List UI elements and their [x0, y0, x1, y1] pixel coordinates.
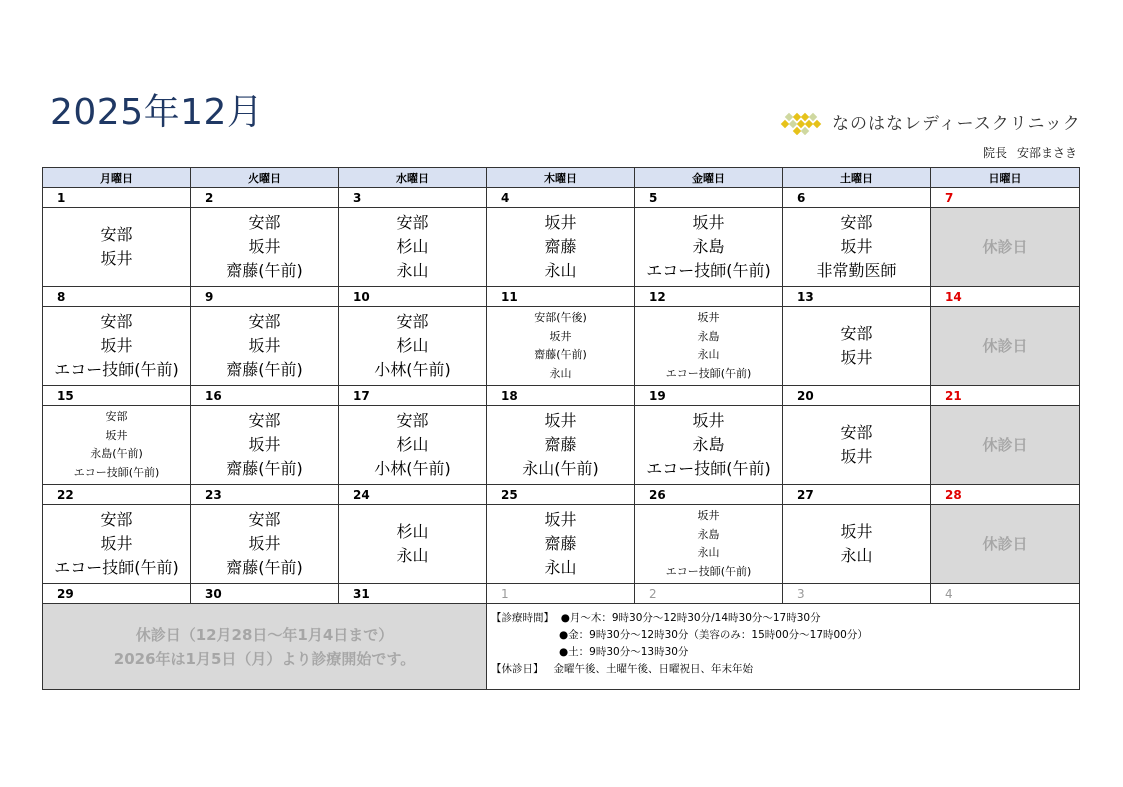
closed-days-label: 【休診日】 — [491, 663, 544, 675]
clinic-hours-info — [487, 604, 1080, 690]
doctor-name: 永山(午前) — [522, 459, 599, 478]
date-number: 7 — [931, 188, 1080, 208]
date-number: 4 — [931, 584, 1080, 604]
closed-label: 休診日 — [982, 238, 1028, 256]
doctor-schedule-cell — [635, 505, 783, 584]
doctor-name: 坂井 — [840, 237, 873, 256]
doctor-name: エコー技師(午前) — [646, 459, 771, 478]
doctor-schedule-cell — [487, 406, 635, 485]
doctor-name: 永山 — [697, 348, 720, 361]
doctor-name: 杉山 — [396, 237, 429, 256]
doctor-name: 坂井 — [549, 329, 572, 343]
doctor-name: 小林(午前) — [374, 459, 451, 478]
hours-line: ●月～木：9時30分～12時30分/14時30分～17時30分 — [560, 612, 821, 624]
doctor-schedule-cell — [191, 208, 339, 287]
doctor-schedule-cell — [339, 307, 487, 386]
doctor-name: 安部 — [396, 411, 429, 430]
doctor-schedule-cell — [783, 505, 931, 584]
doctor-name: 安部 — [840, 213, 873, 232]
date-row — [43, 485, 1080, 505]
year-end-line: 休診日（12月28日～年1月4日まで） — [135, 625, 394, 644]
date-number: 25 — [487, 485, 635, 505]
schedule-row — [43, 208, 1080, 287]
date-number: 13 — [783, 287, 931, 307]
date-row — [43, 188, 1080, 208]
doctor-name: 坂井 — [248, 435, 281, 454]
doctor-name: 永島 — [692, 237, 725, 256]
doctor-schedule-cell — [43, 406, 191, 485]
doctor-name: 坂井 — [100, 534, 133, 553]
doctor-name: 永島(午前) — [90, 447, 143, 460]
doctor-name: 永島 — [697, 329, 720, 343]
weekday-header: 日曜日 — [931, 168, 1080, 188]
date-number: 30 — [191, 584, 339, 604]
doctor-name: エコー技師(午前) — [665, 564, 752, 578]
doctor-name: 坂井 — [248, 534, 281, 553]
weekday-header: 土曜日 — [783, 168, 931, 188]
doctor-name: 永山 — [697, 546, 720, 559]
date-number: 26 — [635, 485, 783, 505]
director-line — [973, 144, 1077, 161]
doctor-name: 坂井 — [697, 311, 720, 324]
doctor-name: 坂井 — [692, 411, 725, 430]
date-number: 1 — [43, 188, 191, 208]
date-number: 17 — [339, 386, 487, 406]
doctor-name: 安部 — [100, 225, 133, 244]
clinic-name: なのはなレディースクリニック — [832, 113, 1081, 134]
doctor-name: 坂井 — [544, 411, 577, 430]
date-number: 12 — [635, 287, 783, 307]
doctor-name: 齋藤 — [544, 534, 577, 553]
date-number: 16 — [191, 386, 339, 406]
doctor-name: 坂井 — [840, 447, 873, 466]
hours-line: ●金：9時30分～12時30分（美容のみ：15時00分～17時00分） — [559, 629, 868, 641]
date-number: 21 — [931, 386, 1080, 406]
date-number: 27 — [783, 485, 931, 505]
doctor-name: 齋藤 — [544, 435, 577, 454]
closed-day-cell — [931, 307, 1080, 386]
doctor-name: 坂井 — [105, 428, 128, 442]
year-end-notice — [43, 604, 487, 690]
schedule-row — [43, 307, 1080, 386]
date-number: 9 — [191, 287, 339, 307]
closed-day-cell — [931, 406, 1080, 485]
doctor-name: 齋藤(午前) — [226, 558, 303, 577]
doctor-name: エコー技師(午前) — [646, 261, 771, 280]
schedule-row — [43, 406, 1080, 485]
doctor-name: 永山 — [549, 366, 572, 380]
director-label: 院長 — [982, 146, 1007, 160]
doctor-name: 坂井 — [100, 336, 133, 355]
schedule-row — [43, 505, 1080, 584]
weekday-header: 火曜日 — [191, 168, 339, 188]
doctor-schedule-cell — [783, 307, 931, 386]
doctor-name: 坂井 — [544, 213, 577, 232]
closed-label: 休診日 — [982, 535, 1028, 553]
doctor-name: 齋藤(午前) — [534, 348, 587, 361]
date-row — [43, 287, 1080, 307]
doctor-name: 杉山 — [396, 435, 429, 454]
doctor-name: 坂井 — [248, 237, 281, 256]
doctor-name: 安部 — [248, 510, 281, 529]
doctor-schedule-cell — [635, 406, 783, 485]
date-number: 31 — [339, 584, 487, 604]
weekday-header-row — [43, 168, 1080, 188]
date-number: 5 — [635, 188, 783, 208]
director-name: 安部まさき — [1016, 146, 1077, 160]
doctor-schedule-cell — [43, 307, 191, 386]
doctor-name: 安部 — [248, 411, 281, 430]
doctor-name: 安部 — [396, 312, 429, 331]
doctor-name: 坂井 — [840, 348, 873, 367]
closed-days-text: 金曜午後、土曜午後、日曜祝日、年末年始 — [553, 663, 754, 675]
date-number: 18 — [487, 386, 635, 406]
weekday-header: 金曜日 — [635, 168, 783, 188]
doctor-name: 非常勤医師 — [816, 261, 897, 280]
weekday-header: 月曜日 — [43, 168, 191, 188]
doctor-schedule-cell — [783, 406, 931, 485]
doctor-schedule-cell — [487, 307, 635, 386]
date-number: 4 — [487, 188, 635, 208]
doctor-schedule-cell — [43, 208, 191, 287]
date-number: 22 — [43, 485, 191, 505]
closed-label: 休診日 — [982, 436, 1028, 454]
date-number: 2 — [635, 584, 783, 604]
doctor-schedule-cell — [191, 307, 339, 386]
doctor-name: 坂井 — [100, 249, 133, 268]
doctor-name: 安部 — [105, 410, 128, 423]
date-number: 28 — [931, 485, 1080, 505]
doctor-name: 安部 — [840, 423, 873, 442]
date-number: 19 — [635, 386, 783, 406]
doctor-name: 永島 — [692, 435, 725, 454]
date-number: 3 — [339, 188, 487, 208]
doctor-name: 小林(午前) — [374, 360, 451, 379]
date-number: 11 — [487, 287, 635, 307]
doctor-schedule-cell — [191, 406, 339, 485]
doctor-name: 安部 — [396, 213, 429, 232]
closed-day-cell — [931, 505, 1080, 584]
hours-label: 【診療時間】 — [491, 612, 554, 624]
date-number: 14 — [931, 287, 1080, 307]
doctor-name: 齋藤(午前) — [226, 360, 303, 379]
date-number: 8 — [43, 287, 191, 307]
doctor-name: 坂井 — [248, 336, 281, 355]
date-number: 2 — [191, 188, 339, 208]
doctor-name: 齋藤(午前) — [226, 261, 303, 280]
date-row — [43, 386, 1080, 406]
date-number: 29 — [43, 584, 191, 604]
doctor-name: 永山 — [840, 546, 873, 565]
doctor-name: 安部 — [248, 312, 281, 331]
doctor-name: 坂井 — [840, 522, 873, 541]
doctor-name: 齋藤 — [544, 237, 577, 256]
doctor-name: 杉山 — [396, 336, 429, 355]
date-number: 23 — [191, 485, 339, 505]
hours-line: ●土：9時30分～13時30分 — [559, 646, 689, 658]
date-number: 10 — [339, 287, 487, 307]
doctor-schedule-cell — [191, 505, 339, 584]
doctor-schedule-cell — [339, 406, 487, 485]
doctor-name: 安部 — [840, 324, 873, 343]
page-title: 2025年12月 — [50, 92, 264, 133]
clinic-logo — [780, 107, 1081, 135]
doctor-schedule-cell — [43, 505, 191, 584]
year-end-line: 2026年は1月5日（月）より診療開始です。 — [113, 649, 416, 668]
doctor-name: 永島 — [697, 527, 720, 541]
doctor-name: 齋藤(午前) — [226, 459, 303, 478]
doctor-schedule-cell — [339, 208, 487, 287]
doctor-name: エコー技師(午前) — [54, 558, 179, 577]
doctor-name: 安部 — [100, 510, 133, 529]
doctor-name: 永山 — [544, 558, 577, 577]
doctor-name: 永山 — [396, 546, 429, 565]
doctor-schedule-cell — [635, 208, 783, 287]
doctor-name: 永山 — [396, 261, 429, 280]
closed-label: 休診日 — [982, 337, 1028, 355]
calendar-table — [42, 167, 1080, 690]
doctor-name: 安部 — [100, 312, 133, 331]
doctor-name: エコー技師(午前) — [73, 465, 160, 479]
date-number: 24 — [339, 485, 487, 505]
flower-logo-icon — [780, 107, 824, 135]
doctor-name: 坂井 — [544, 510, 577, 529]
date-number: 6 — [783, 188, 931, 208]
doctor-name: 永山 — [544, 261, 577, 280]
date-number: 3 — [783, 584, 931, 604]
doctor-schedule-cell — [635, 307, 783, 386]
doctor-name: 坂井 — [697, 509, 720, 522]
doctor-name: 安部 — [248, 213, 281, 232]
weekday-header: 水曜日 — [339, 168, 487, 188]
date-number: 20 — [783, 386, 931, 406]
date-number: 1 — [487, 584, 635, 604]
doctor-name: エコー技師(午前) — [665, 366, 752, 380]
date-number: 15 — [43, 386, 191, 406]
doctor-name: エコー技師(午前) — [54, 360, 179, 379]
doctor-name: 安部(午後) — [534, 311, 587, 324]
doctor-name: 坂井 — [692, 213, 725, 232]
closed-day-cell — [931, 208, 1080, 287]
doctor-schedule-cell — [339, 505, 487, 584]
doctor-schedule-cell — [783, 208, 931, 287]
weekday-header: 木曜日 — [487, 168, 635, 188]
doctor-schedule-cell — [487, 505, 635, 584]
date-row — [43, 584, 1080, 604]
doctor-schedule-cell — [487, 208, 635, 287]
doctor-name: 杉山 — [396, 522, 429, 541]
